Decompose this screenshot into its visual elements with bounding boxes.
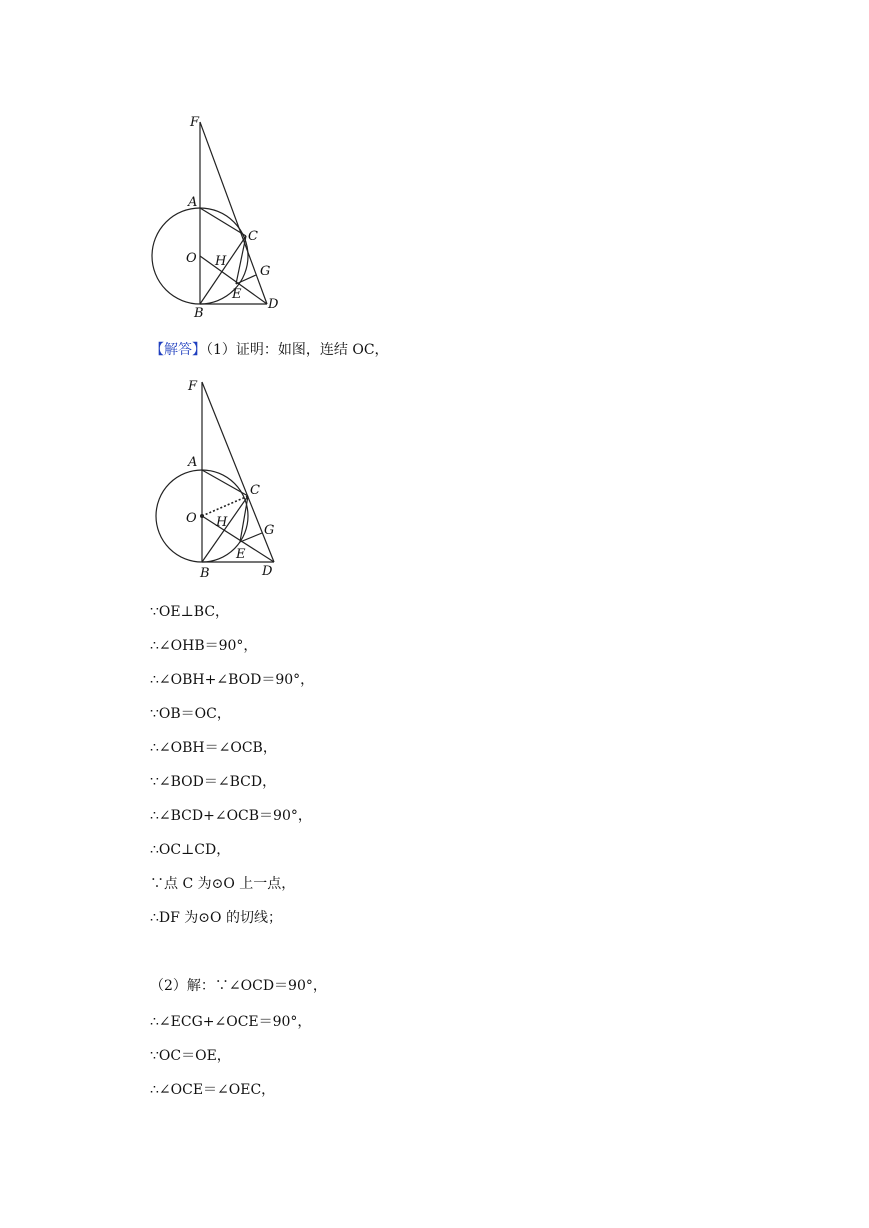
label-h-2: H — [216, 515, 228, 530]
proof-line: ∴∠OBH＝∠OCB， — [150, 740, 277, 756]
label-d: D — [268, 297, 279, 312]
proof-line: ∵OE⊥BC， — [150, 604, 230, 620]
solution-line: ∴∠ECG+∠OCE＝90°， — [150, 1014, 312, 1030]
answer-line — [150, 341, 389, 359]
solution-line: ∴∠OCE＝∠OEC， — [150, 1082, 276, 1098]
label-a: A — [188, 195, 198, 210]
answer-intro: （1）证明：如图，连结 OC， — [206, 342, 389, 358]
proof-line: ∴OC⊥CD， — [150, 842, 231, 858]
label-f-2: F — [188, 379, 198, 394]
label-b: B — [194, 306, 204, 320]
geometry-figure-1 — [140, 110, 300, 320]
proof-line: ∴∠OHB＝90°， — [150, 638, 258, 654]
geometry-figure-2 — [140, 372, 300, 584]
label-e-2: E — [236, 547, 246, 562]
solution-line: （2）解：∵∠OCD＝90°， — [150, 978, 327, 994]
label-g-2: G — [264, 523, 275, 538]
label-h: H — [215, 254, 227, 269]
solution-line: ∵OC＝OE， — [150, 1048, 231, 1064]
proof-line: ∵∠BOD＝∠BCD， — [150, 774, 277, 790]
label-c-2: C — [250, 483, 260, 498]
label-f: F — [190, 115, 200, 130]
proof-line: ∴∠OBH+∠BOD＝90°， — [150, 672, 315, 688]
answer-header: 【解答】 — [150, 342, 206, 358]
label-e: E — [232, 287, 242, 302]
label-c: C — [248, 229, 258, 244]
label-o: O — [186, 251, 197, 266]
label-d-2: D — [262, 564, 273, 579]
label-b-2: B — [200, 566, 210, 581]
label-a-2: A — [188, 455, 198, 470]
label-o-2: O — [186, 511, 197, 526]
proof-line: ∵OB＝OC， — [150, 706, 231, 722]
proof-line: ∵点 C 为⊙O 上一点， — [150, 876, 296, 892]
proof-line: ∴DF 为⊙O 的切线； — [150, 910, 282, 926]
label-g: G — [260, 264, 271, 279]
proof-line: ∴∠BCD+∠OCB＝90°， — [150, 808, 312, 824]
